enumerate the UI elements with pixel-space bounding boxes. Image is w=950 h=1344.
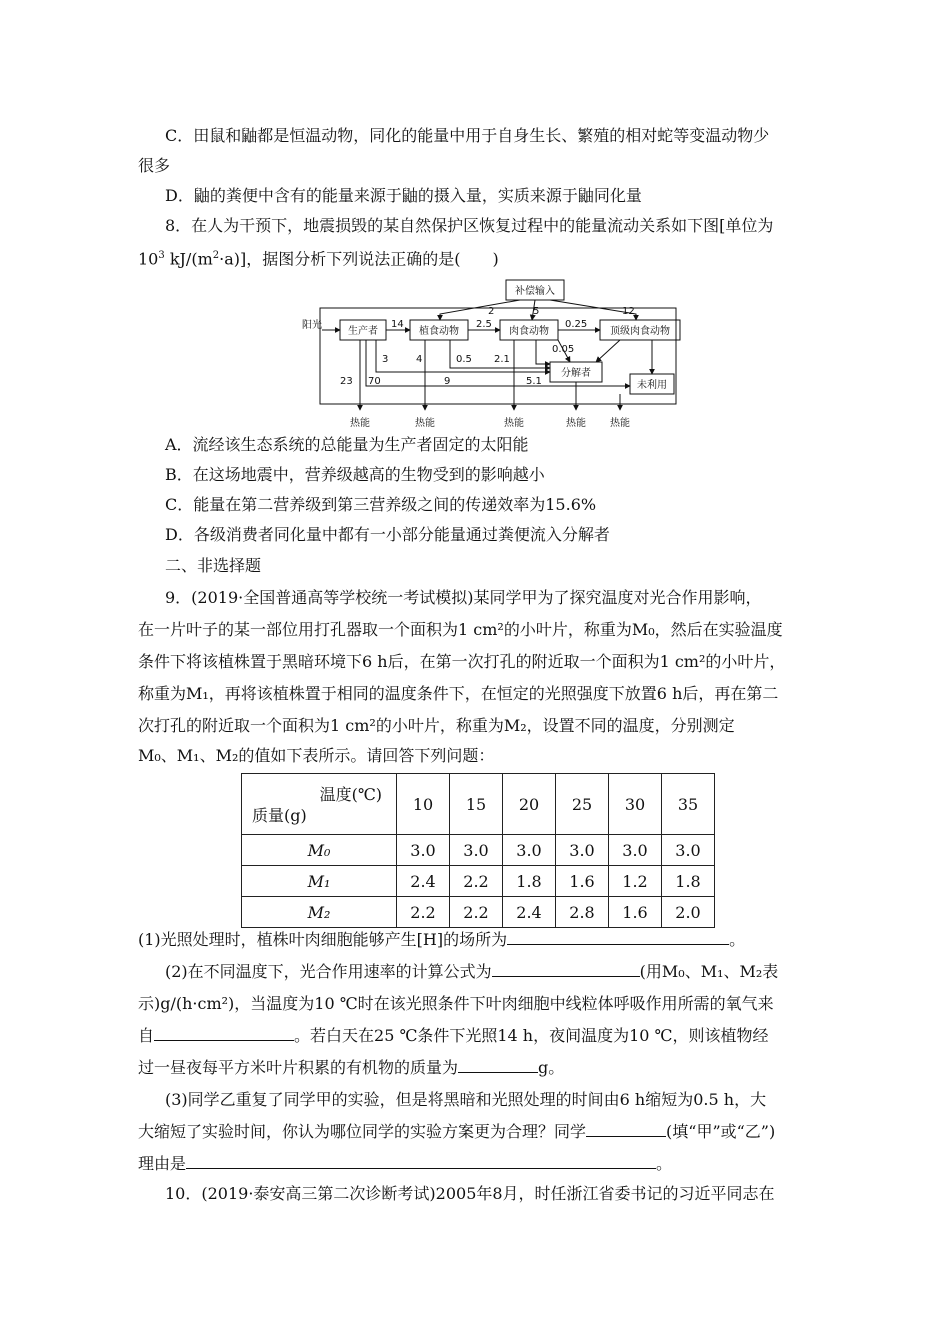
- q8-unit-end: ·a)]，据图分析下列说法正确的是( ): [219, 249, 499, 269]
- temp-cell: 35: [662, 774, 715, 835]
- q8-option-b: B．在这场地震中，营养级越高的生物受到的影响越小: [165, 465, 545, 484]
- value-9: 9: [444, 376, 451, 387]
- value-0-25: 0.25: [565, 319, 588, 330]
- header-temp-label: 温度(℃): [319, 785, 382, 804]
- value-0-05: 0.05: [552, 344, 575, 355]
- decomposer-label: 分解者: [561, 368, 591, 379]
- value-12: 12: [622, 306, 635, 317]
- table-header-row: [242, 774, 715, 835]
- table-cell: 2.4: [397, 866, 450, 897]
- q8-option-d: D．各级消费者同化量中都有一小部分能量通过粪便流入分解者: [165, 525, 610, 544]
- q9-part3-text-c: 理由是: [138, 1154, 187, 1173]
- table-cell: 3.0: [609, 835, 662, 866]
- answer-blank-3[interactable]: [154, 1026, 294, 1041]
- temperature-mass-table: [241, 773, 715, 928]
- q9-line6: M₀、M₁、M₂的值如下表所示。请回答下列问题：: [138, 746, 495, 765]
- heat-label-4: 热能: [566, 418, 586, 429]
- herbivore-label: 植食动物: [419, 326, 459, 337]
- table-cell: 1.8: [662, 866, 715, 897]
- q9-part2-line4: [138, 1058, 564, 1078]
- q7-option-c-line1: C．田鼠和鼬都是恒温动物，同化的能量中用于自身生长、繁殖的相对蛇等变温动物少: [165, 126, 770, 145]
- table-row: [242, 897, 715, 928]
- value-23: 23: [340, 376, 353, 387]
- q9-part1-end: 。: [729, 930, 746, 949]
- q8-option-c: C．能量在第二营养级到第三营养级之间的传递效率为15.6%: [165, 495, 597, 514]
- temp-cell: 25: [556, 774, 609, 835]
- q7-option-d: D．鼬的粪便中含有的能量来源于鼬的摄入量，实质来源于鼬同化量: [165, 186, 642, 205]
- q9-line2: 在一片叶子的某一部位用打孔器取一个面积为1 cm²的小叶片，称重为M₀，然后在实验温度: [138, 620, 783, 639]
- q7-option-c-line2: 很多: [138, 156, 171, 175]
- value-4: 4: [416, 354, 423, 365]
- q9-part1-text: (1)光照处理时，植株叶肉细胞能够产生[H]的场所为: [138, 930, 508, 949]
- q9-part3-text-b: (填“甲”或“乙”): [666, 1122, 776, 1141]
- q9-part2-text-a: (2)在不同温度下，光合作用速率的计算公式为: [165, 962, 492, 981]
- q8-option-a: A．流经该生态系统的总能量为生产者固定的太阳能: [165, 435, 529, 454]
- table-cell: 1.6: [609, 897, 662, 928]
- q9-part3-line2: [138, 1122, 775, 1142]
- row-label: M₂: [242, 897, 397, 928]
- table-cell: 2.0: [662, 897, 715, 928]
- q9-part2-line3: [138, 1026, 768, 1046]
- value-0-5: 0.5: [456, 354, 472, 365]
- q8-stem-line1: 8．在人为干预下，地震损毁的某自然保护区恢复过程中的能量流动关系如下图[单位为: [165, 216, 774, 235]
- value-70: 70: [368, 376, 381, 387]
- table-cell: 1.6: [556, 866, 609, 897]
- q9-line1: 9．(2019·全国普通高等学校统一考试模拟)某同学甲为了探究温度对光合作用影响，: [165, 588, 762, 607]
- heat-label-1: 热能: [350, 418, 370, 429]
- q9-part2-text-c: 自: [138, 1026, 155, 1045]
- q9-part3-text-a: 大缩短了实验时间，你认为哪位同学的实验方案更为合理？同学: [138, 1122, 587, 1141]
- temp-cell: 15: [450, 774, 503, 835]
- q9-part2-text-f: g。: [538, 1058, 565, 1077]
- q9-part3-text-d: 。: [656, 1154, 673, 1173]
- q10-line1: 10．(2019·泰安高三第二次诊断考试)2005年8月，时任浙江省委书记的习近平同志在: [165, 1184, 775, 1203]
- q9-part2-line1: [165, 962, 778, 982]
- q9-line4: 称重为M₁，再将该植株置于相同的温度条件下，在恒定的光照强度下放置6 h后，再在第二: [138, 684, 779, 703]
- value-3: 3: [382, 354, 389, 365]
- answer-blank-4[interactable]: [458, 1058, 538, 1073]
- q8-unit-exp2: 2: [212, 250, 220, 261]
- heat-label-3: 热能: [504, 418, 524, 429]
- table-cell: 2.2: [450, 866, 503, 897]
- temp-cell: 10: [397, 774, 450, 835]
- answer-blank-5[interactable]: [586, 1122, 666, 1137]
- table-cell: 2.4: [503, 897, 556, 928]
- value-14: 14: [391, 319, 404, 330]
- value-2-5: 2.5: [476, 319, 492, 330]
- sun-label: 阳光: [302, 320, 322, 331]
- unused-label: 未利用: [637, 380, 667, 391]
- q8-unit-mid: kJ/(m: [164, 249, 213, 269]
- table-cell: 3.0: [397, 835, 450, 866]
- table-cell: 3.0: [662, 835, 715, 866]
- q9-line3: 条件下将该植株置于黑暗环境下6 h后，在第一次打孔的附近取一个面积为1 cm²的小叶片，: [138, 652, 786, 671]
- q9-part3-line1: (3)同学乙重复了同学甲的实验，但是将黑暗和光照处理的时间由6 h缩短为0.5 h，大: [165, 1090, 767, 1109]
- row-label: M₀: [242, 835, 397, 866]
- table-cell: 2.2: [450, 897, 503, 928]
- table-corner-cell: [242, 774, 397, 835]
- q9-part2-text-d: 。若白天在25 ℃条件下光照14 h，夜间温度为10 ℃，则该植物经: [294, 1026, 769, 1045]
- table-cell: 1.2: [609, 866, 662, 897]
- value-5: 5: [533, 306, 540, 317]
- temp-cell: 30: [609, 774, 662, 835]
- q9-part2-line2: 示)g/(h·cm²)，当温度为10 ℃时在该光照条件下叶肉细胞中线粒体呼吸作用所需的氧气来: [138, 994, 774, 1013]
- value-2-1: 2.1: [494, 354, 510, 365]
- table-cell: 2.8: [556, 897, 609, 928]
- heat-label-5: 热能: [610, 418, 630, 429]
- q9-part2-text-b: (用M₀、M₁、M₂表: [639, 962, 779, 981]
- answer-blank-2[interactable]: [492, 962, 640, 977]
- q9-part3-line3: [138, 1154, 672, 1174]
- energy-flow-diagram: [300, 278, 690, 430]
- top-carnivore-label: 顶级肉食动物: [610, 326, 670, 337]
- answer-blank-6[interactable]: [186, 1154, 656, 1169]
- table-cell: 3.0: [450, 835, 503, 866]
- q8-unit-base: 10: [138, 249, 159, 269]
- carnivore-label: 肉食动物: [509, 326, 549, 337]
- supplement-label: 补偿输入: [515, 286, 555, 297]
- producer-label: 生产者: [348, 326, 378, 337]
- q8-stem-line2: [138, 246, 499, 269]
- header-mass-label: 质量(g): [252, 806, 307, 825]
- q9-part1: [138, 930, 745, 950]
- table-cell: 1.8: [503, 866, 556, 897]
- heat-label-2: 热能: [415, 418, 435, 429]
- answer-blank-1[interactable]: [507, 930, 729, 945]
- section-heading: 二、非选择题: [165, 556, 262, 575]
- temp-cell: 20: [503, 774, 556, 835]
- table-row: [242, 835, 715, 866]
- value-2: 2: [488, 306, 495, 317]
- table-cell: 3.0: [503, 835, 556, 866]
- q9-line5: 次打孔的附近取一个面积为1 cm²的小叶片，称重为M₂，设置不同的温度，分别测定: [138, 716, 735, 735]
- value-5-1: 5.1: [526, 376, 542, 387]
- table-cell: 2.2: [397, 897, 450, 928]
- row-label: M₁: [242, 866, 397, 897]
- table-row: [242, 866, 715, 897]
- q9-part2-text-e: 过一昼夜每平方米叶片积累的有机物的质量为: [138, 1058, 459, 1077]
- q8-unit-exp: 3: [158, 250, 165, 261]
- table-cell: 3.0: [556, 835, 609, 866]
